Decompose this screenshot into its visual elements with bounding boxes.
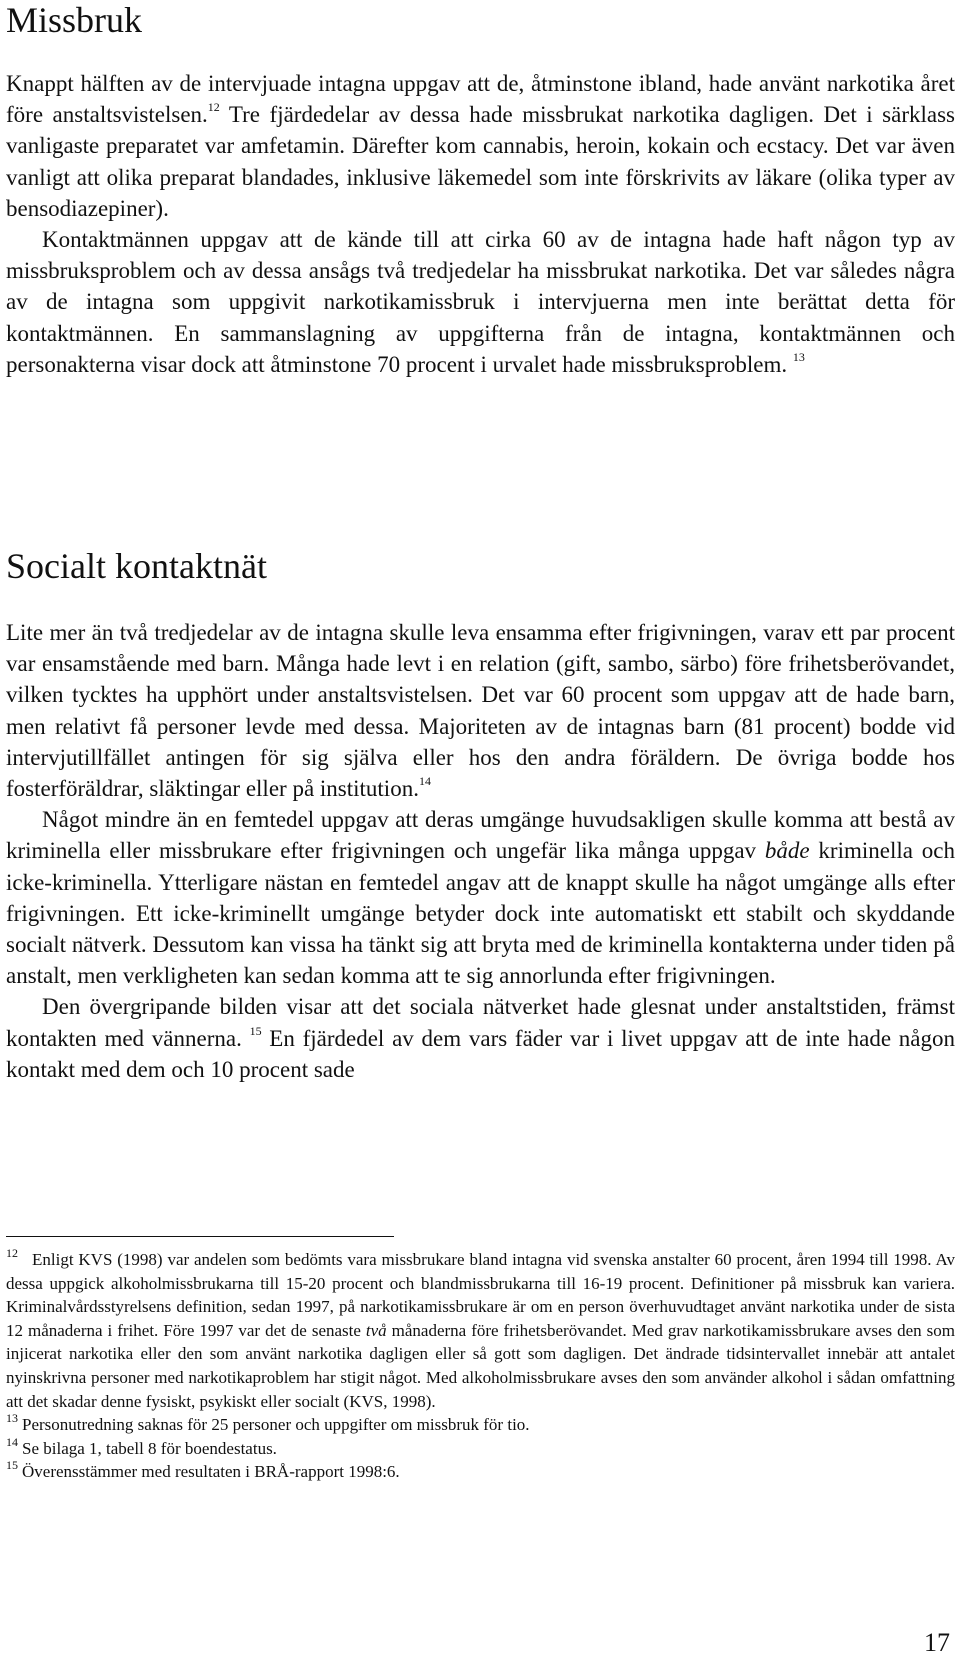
emphasis: både <box>764 838 810 864</box>
footnote-number: 15 <box>6 1458 18 1473</box>
paragraph: Knappt hälften av de intervjuade intagna uppgav att de, åtminstone ibland, hade använt narkotika året före anstaltsvistelsen.$^{12}$ Tre fjärdedelar av dessa hade missbrukat narkotika dagligen. Det i särklass vanligaste preparatet var amfetamin. Därefter kom cannabis, heroin, kokain och ecstacy. Det var även vanligt att olika preparat blandades, inklusive läkemedel som inte förskrivits av läkare (olika typer av bensodiazepiner). <box>6 71 956 221</box>
footnote-separator <box>6 1236 394 1237</box>
footnote-number: 14 <box>6 1434 18 1449</box>
footnote-12: $^{12}$ Enligt KVS (1998) var andelen som bedömts vara missbrukare bland intagna vid svenska anstalter 60 procent, åren 1994 till 1998. Av dessa uppgick alkoholmissbrukarna till 15-20 procent och blandmissbrukarna till 16-19 procent. Definitioner på missbruk kan variera. Kriminalvårdsstyrelsens definition, sedan 1997, på narkotikamissbrukare är om en person överhuvudtaget använt narkotika under de sista 12 månaderna i frihet. Före 1997 var det de senaste två månaderna före frihetsberövandet. Med grav narkotikamissbrukare avses den som injicerat narkotika eller den som använt narkotika dagligen eller så gott som dagligen. Det ändrade tidsintervallet innebär att antalet nyinskrivna personer med narkotikaproblem har stigit något. Med alkoholmissbrukare avses den som använder alkohol i sådan omfattning att det skadar denne fysiskt, psykiskt eller socialt (KVS, 1998). <box>6 1246 955 1411</box>
footnote-ref-14[interactable]: 14 <box>418 774 431 789</box>
footnote-15: $^{15}$ Överensstämmer med resultaten i BRÅ-rapport 1998:6. <box>6 1458 400 1482</box>
emphasis: två <box>365 1320 387 1340</box>
footnote-ref-15[interactable]: 15 <box>249 1023 262 1038</box>
page-number: 17 <box>924 1628 950 1657</box>
section-body-missbruk <box>6 68 955 380</box>
footnote-number: 13 <box>6 1411 18 1426</box>
footnote-13: $^{13}$ Personutredning saknas för 25 personer och uppgifter om missbruk för tio. <box>6 1411 530 1435</box>
footnotes <box>6 1248 955 1484</box>
footnote-14: $^{14}$ Se bilaga 1, tabell 8 för boendestatus. <box>6 1434 277 1458</box>
section-heading-socialt-kontaktnat: Socialt kontaktnät <box>6 546 267 586</box>
paragraph: Den övergripande bilden visar att det sociala nätverket hade glesnat under anstaltstiden, främst kontakten med vännerna. $^{15}$ En fjärdedel av dem vars fäder var i livet uppgav att de inte hade någon kontakt med dem och 10 procent sade <box>6 994 955 1082</box>
paragraph: Något mindre än en femtedel uppgav att deras umgänge huvudsakligen skulle komma att bestå av kriminella eller missbrukare efter frigivningen och ungefär lika många uppgav både kriminella och icke-kriminella. Ytterligare nästan en femtedel angav att de knappt skulle ha något umgänge alls efter frigivningen. Ett icke-kriminellt umgänge betyder dock inte automatiskt ett stabilt och skyddande socialt nätverk. Dessutom kan vissa ha tänkt sig att bryta med de kriminella kontakterna under tiden på anstalt, men verkligheten kan sedan komma att te sig annorlunda efter frigivningen. <box>6 807 955 989</box>
footnote-ref-13[interactable]: 13 <box>792 349 805 364</box>
section-heading-missbruk: Missbruk <box>6 0 143 40</box>
paragraph: Lite mer än två tredjedelar av de intagna skulle leva ensamma efter frigivningen, varav ett par procent var ensamstående med barn. Många hade levt i en relation (gift, sambo, särbo) före frihetsberövandet, vilken tycktes ha upphört under anstaltsvistelsen. Det var 60 procent som uppgav att de hade barn, men relativt få personer levde med dessa. Majoriteten av de intagnas barn (81 procent) bodde vid intervjutillfället antingen för sig själva eller hos den andra föräldern. De övriga bodde hos fosterföräldrar, släktingar eller på institution.$^{14}$ <box>6 620 955 802</box>
paragraph: Kontaktmännen uppgav att de kände till att cirka 60 av de intagna hade haft någon typ av missbruksproblem och av dessa ansågs två tredjedelar ha missbrukat narkotika. Det var således några av de intagna som uppgivit narkotikamissbruk i intervjuerna men inte berättat detta för kontaktmännen. En sammanslagning av uppgifterna från de intagna, kontaktmännen och personakterna visar dock att åtminstone 70 procent i urvalet hade missbruksproblem. $^{13}$ <box>6 227 955 377</box>
footnote-number: 12 <box>6 1246 18 1260</box>
footnote-ref-12[interactable]: 12 <box>207 100 220 115</box>
section-body-socialt-kontaktnat <box>6 617 955 1085</box>
